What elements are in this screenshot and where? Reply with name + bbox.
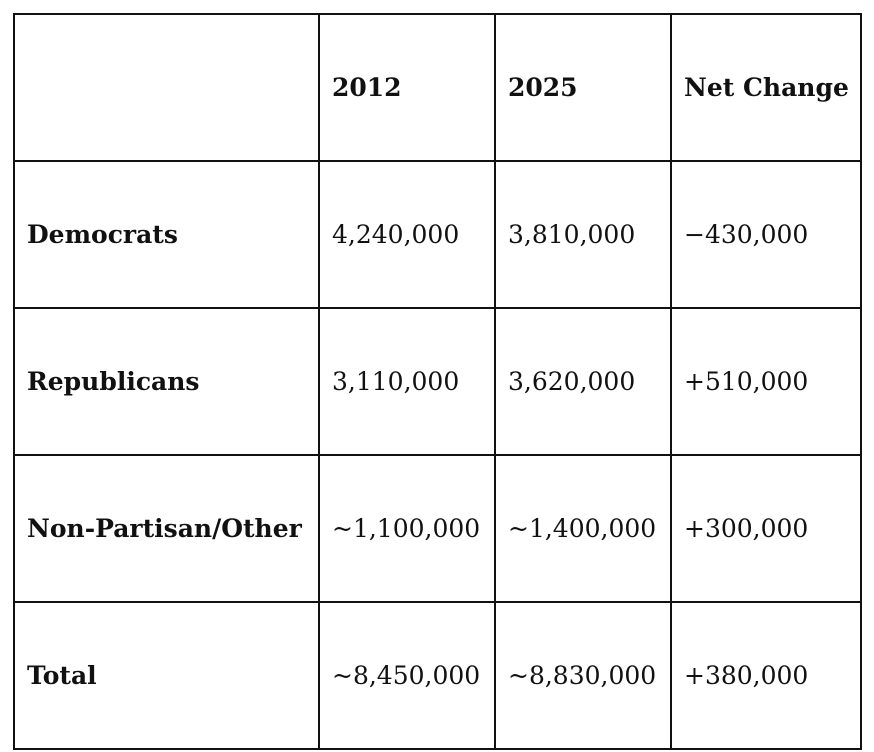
cell-net-change: −430,000	[671, 161, 861, 308]
cell-2025: 3,810,000	[495, 161, 671, 308]
row-label: Democrats	[14, 161, 319, 308]
voter-registration-table	[13, 13, 862, 750]
cell-net-change: +380,000	[671, 602, 861, 749]
cell-2025: 3,620,000	[495, 308, 671, 455]
table-row	[14, 308, 861, 455]
table-row	[14, 161, 861, 308]
cell-2012: ~1,100,000	[319, 455, 495, 602]
cell-2025: ~8,830,000	[495, 602, 671, 749]
header-cell-net-change: Net Change	[671, 14, 861, 161]
row-label: Total	[14, 602, 319, 749]
cell-2012: ~8,450,000	[319, 602, 495, 749]
header-cell-2012: 2012	[319, 14, 495, 161]
header-row	[14, 14, 861, 161]
table-row-total	[14, 602, 861, 749]
cell-2012: 3,110,000	[319, 308, 495, 455]
row-label: Republicans	[14, 308, 319, 455]
cell-net-change: +510,000	[671, 308, 861, 455]
row-label: Non-Partisan/Other	[14, 455, 319, 602]
table-row	[14, 455, 861, 602]
cell-net-change: +300,000	[671, 455, 861, 602]
header-cell-empty	[14, 14, 319, 161]
cell-2012: 4,240,000	[319, 161, 495, 308]
cell-2025: ~1,400,000	[495, 455, 671, 602]
header-cell-2025: 2025	[495, 14, 671, 161]
